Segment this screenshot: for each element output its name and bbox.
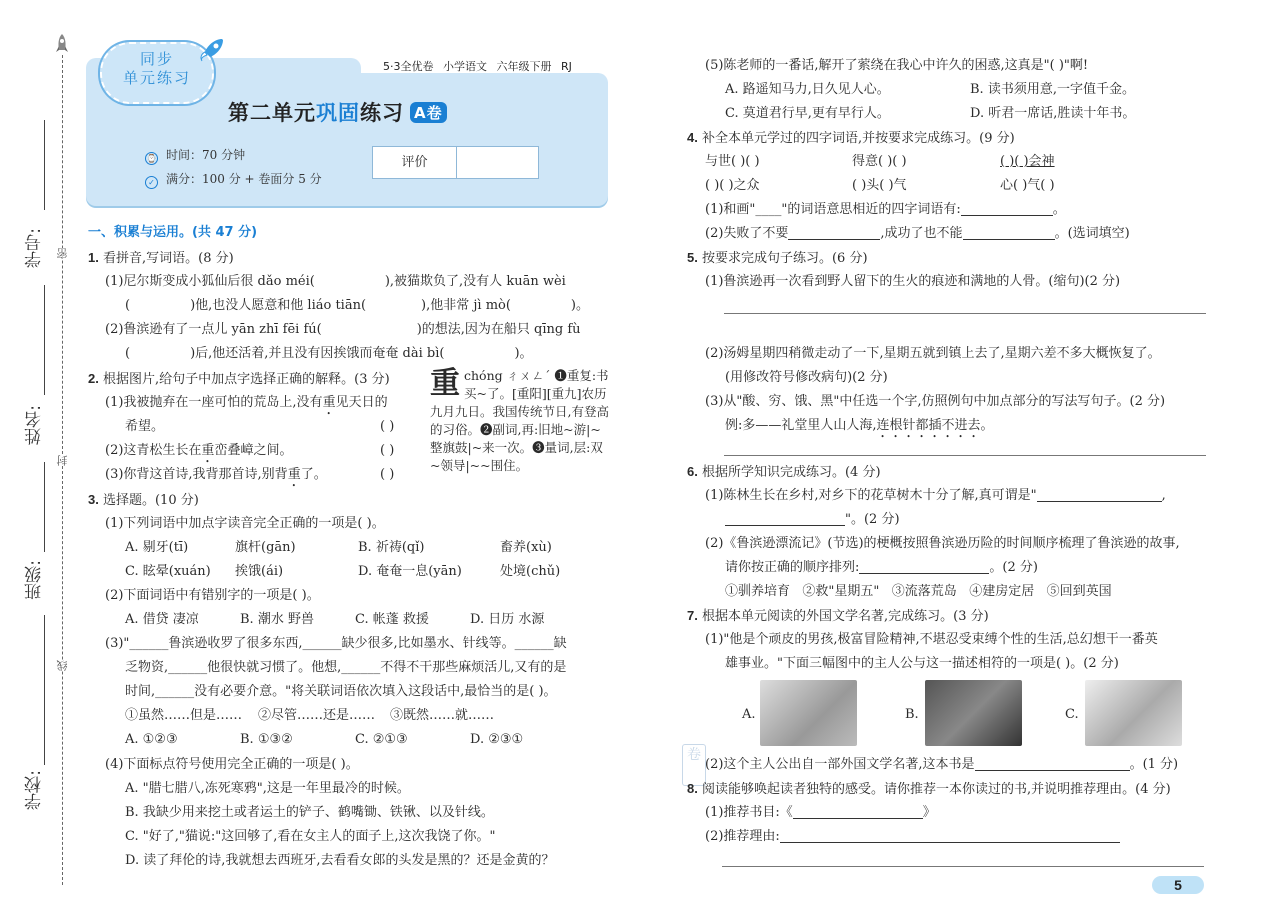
q4-sub1: [705, 201, 1066, 219]
dict-char: 重: [430, 366, 460, 401]
q8-sub1: [705, 804, 936, 822]
option[interactable]: A. 借贷 凄凉: [125, 612, 199, 627]
q-text: )。: [570, 298, 589, 313]
q-text: )后,他还活着,并且没有因挨饿而奄奄 dài bì(: [190, 346, 445, 361]
q-text: (: [125, 298, 131, 313]
q3-sub3-line1: (3)"______鲁滨逊收罗了很多东西,______缺少很多,比如墨水、针线等。______缺: [105, 636, 567, 651]
dotted-char: 重: [287, 467, 301, 482]
q-num: 5.: [687, 250, 698, 265]
q-num: 6.: [687, 464, 698, 479]
answer-line[interactable]: [975, 756, 1130, 771]
rocket-icon: [53, 33, 71, 57]
name-label: 姓名:: [25, 405, 45, 445]
option[interactable]: B. 我缺少用来挖土或者运土的铲子、鹤嘴锄、铁锹、以及针线。: [125, 805, 494, 820]
answer-line[interactable]: [724, 313, 1206, 314]
q6-sub1-cont: [725, 511, 900, 529]
option[interactable]: A. "腊七腊八,冻死寒鸦",这是一年里最冷的时候。: [125, 781, 410, 796]
q5-sub3: (3)从"酸、穷、饿、黑"中任选一个字,仿照例句中加点部分的写法写句子。(2 分): [705, 394, 1166, 409]
q3-sub5: (5)陈老师的一番话,解开了萦绕在我心中许久的困惑,这真是"( )"啊!: [705, 58, 1089, 73]
girl-and-cricket-illustration[interactable]: [760, 680, 857, 746]
q-stem: 按要求完成句子练习。(6 分): [701, 251, 868, 266]
q-text: 见天日的: [335, 395, 388, 410]
q8-sub2: [705, 828, 1120, 846]
field-rule: [44, 120, 45, 210]
book-title-line[interactable]: [793, 804, 923, 819]
clock-icon: ⌚: [146, 154, 157, 163]
idiom-blank[interactable]: 得意( )( ): [852, 154, 907, 169]
q4-sub2: [705, 225, 1130, 243]
q-text: 峦叠嶂之间。: [214, 443, 293, 458]
field-rule: [44, 285, 45, 395]
time-text: 时间：70 分钟: [166, 148, 246, 162]
q3-sub1: (1)下列词语中加点字读音完全正确的一项是( )。: [105, 516, 385, 531]
q-num: 7.: [687, 608, 698, 623]
q2-item2: [105, 442, 292, 466]
q1-line2: [125, 297, 589, 315]
q-text: (2)失败了不要: [705, 226, 789, 241]
page-title: [228, 97, 447, 127]
q-text: 例:多——礼堂里人山人海,: [725, 418, 877, 433]
q5-sub2-cont: (用修改符号修改病句)(2 分): [725, 370, 888, 385]
q-text: (2)这个主人公出自一部外国文学名著,这本书是: [705, 757, 975, 772]
q-num: 4.: [687, 130, 698, 145]
seal-dashed-line: [62, 55, 63, 885]
option[interactable]: D. 奄奄一息(yān): [358, 564, 462, 579]
q3-sub3-line3: 时间,______没有必要介意。"将关联词语依次填入这段话中,最恰当的是( )。: [125, 684, 557, 699]
idiom-blank[interactable]: ( )( )之众: [705, 178, 760, 193]
option[interactable]: B. 潮水 野兽: [240, 612, 314, 627]
score-text: 满分：100 分 + 卷面分 5 分: [166, 172, 322, 186]
question-1: [88, 249, 234, 268]
q7-sub1-cont: 雄事业。"下面三幅图中的主人公与这一描述相符的一项是( )。(2 分): [725, 656, 1119, 671]
conjunction-choice: ②尽管……还是……: [258, 708, 376, 723]
seal-mark-feng: 封: [56, 455, 69, 466]
q1-line4: [125, 345, 533, 363]
badge-line1: 同步: [139, 50, 174, 68]
q-num: 8.: [687, 781, 698, 796]
dotted-char: 重: [201, 443, 215, 458]
option[interactable]: C. 眩晕(xuán): [125, 564, 211, 579]
conjunction-choice: ①虽然……但是……: [125, 708, 243, 723]
option[interactable]: A. ①②③: [125, 732, 178, 747]
q-text: ),被猫欺负了,没有人 kuān wèi: [384, 274, 566, 289]
boy-riding-goose-illustration[interactable]: [1085, 680, 1182, 746]
q-text: 。(选词填空): [1054, 226, 1130, 241]
q-num: 3.: [88, 492, 99, 507]
q-text: 》: [922, 805, 936, 820]
question-7: [687, 607, 989, 626]
q7-sub2: [705, 756, 1178, 774]
q-text: 希望。: [125, 419, 165, 434]
q-text: (2)这青松生长在: [105, 443, 202, 458]
q-text: )的想法,因为在船只 qīng fù: [416, 322, 581, 337]
title-highlight: 巩固: [316, 101, 360, 125]
time-info: [145, 146, 245, 165]
dotted-char: 重: [322, 395, 336, 410]
event-list: [725, 583, 1112, 601]
answer-line[interactable]: [724, 455, 1206, 456]
option[interactable]: C. 帐蓬 救援: [355, 612, 429, 627]
option[interactable]: C. ②①③: [355, 732, 408, 747]
score-info: [145, 170, 322, 189]
idiom-blank[interactable]: 心( )气( ): [1000, 178, 1055, 193]
q-text: "。(2 分): [845, 512, 900, 527]
q1-line3: [105, 321, 581, 339]
q2-item1: [105, 394, 388, 418]
q-stem: 看拼音,写词语。(8 分): [102, 251, 234, 266]
idiom-blank[interactable]: ( )头( )气: [852, 178, 907, 193]
option[interactable]: D. 日历 水源: [470, 612, 545, 627]
section-heading: 一、积累与运用。(共 47 分): [88, 225, 258, 240]
image-label-b: B.: [905, 707, 919, 722]
q-stem: 选择题。(10 分): [102, 493, 199, 508]
question-8: [687, 780, 1171, 799]
question-4: [687, 129, 1015, 148]
image-label-a: A.: [742, 707, 756, 722]
option[interactable]: D. 读了拜伦的诗,我就想去西班牙,去看看女郎的头发是黑的？还是金黄的？: [125, 853, 555, 868]
q-text: (: [125, 346, 131, 361]
q1-line1: [105, 273, 566, 291]
q-text: (2)鲁滨逊有了一点儿 yān zhī fēi fú(: [105, 322, 322, 337]
page-number: 5: [1152, 876, 1204, 894]
seal-mark-mi: 密: [56, 248, 69, 259]
q2-item1-cont: [125, 418, 164, 436]
option[interactable]: D. ②③①: [470, 732, 524, 747]
option-word: 挨饿(ái): [235, 564, 284, 579]
answer-line[interactable]: [1037, 487, 1162, 502]
reason-line[interactable]: [780, 828, 1120, 843]
event-item: ④建房定居: [969, 584, 1035, 599]
boy-with-hat-in-cave-illustration[interactable]: [925, 680, 1022, 746]
event-item: ①驯养培育: [725, 584, 791, 599]
q-text: (2)推荐理由:: [705, 829, 780, 844]
q-stem: 补全本单元学过的四字词语,并按要求完成练习。(9 分): [701, 131, 1015, 146]
event-item: ③流落荒岛: [891, 584, 957, 599]
option[interactable]: A. 剔牙(tī): [125, 540, 189, 555]
option-word: 畜养(xù): [500, 540, 552, 555]
q-text: 。: [1052, 202, 1066, 217]
q-stem: 阅读能够唤起读者独特的感受。请你推荐一本你读过的书,并说明推荐理由。(4 分): [701, 782, 1171, 797]
q5-example: [725, 417, 994, 441]
answer-line[interactable]: [961, 201, 1053, 216]
q-num: 1.: [88, 250, 99, 265]
answer-line[interactable]: [963, 225, 1055, 240]
q-text: (1)尼尔斯变成小狐仙后很 dǎo méi(: [105, 274, 315, 289]
q-text: 。(2 分): [989, 560, 1038, 575]
dotted-text: 连根针都插不进去: [876, 418, 981, 433]
answer-line[interactable]: [725, 511, 845, 526]
question-2: [88, 370, 390, 389]
q-num: 2.: [88, 371, 99, 386]
q6-sub2-cont: [725, 559, 1038, 577]
option[interactable]: C. 莫道君行早,更有早行人。: [725, 106, 890, 121]
q6-sub1: [705, 487, 1166, 505]
q-text: )他,也没人愿意和他 liáo tiān(: [190, 298, 367, 313]
idiom-blank[interactable]: 与世( )( ): [705, 154, 760, 169]
question-3: [88, 491, 199, 510]
q5-sub1: (1)鲁滨逊再一次看到野人留下的生火的痕迹和满地的人骨。(缩句)(2 分): [705, 274, 1121, 289]
student-id-label: 学号:: [25, 228, 45, 268]
q6-sub2: (2)《鲁滨逊漂流记》(节选)的梗概按照鲁滨逊历险的时间顺序梳理了鲁滨逊的故事,: [705, 536, 1180, 551]
field-rule: [44, 615, 45, 765]
rocket-icon: [196, 36, 226, 66]
q-text: ,: [1161, 488, 1166, 503]
title-part1: 第二单元: [228, 101, 316, 125]
q3-sub3-line2: 乏物资,______他很快就习惯了。他想,______不得不干那些麻烦活儿,又有的是: [125, 660, 567, 675]
q-text: (1)推荐书目:《: [705, 805, 793, 820]
q-text: ),他非常 jì mò(: [421, 298, 511, 313]
event-item: ⑤回到英国: [1046, 584, 1112, 599]
q-text: )。: [514, 346, 533, 361]
q3-sub2: (2)下面词语中有错别字的一项是( )。: [105, 588, 320, 603]
evaluation-box: [372, 146, 539, 179]
question-5: [687, 249, 868, 268]
q3-sub4: (4)下面标点符号使用完全正确的一项是( )。: [105, 757, 359, 772]
q-text: 。: [980, 418, 994, 433]
dictionary-entry: [430, 367, 610, 475]
option[interactable]: A. 路遥知马力,日久见人心。: [725, 82, 890, 97]
q-text: (1)和画"____"的词语意思相近的四字词语有:: [705, 202, 961, 217]
q-text: (1)我被抛弃在一座可怕的荒岛上,没有: [105, 395, 323, 410]
answer-line[interactable]: [788, 225, 880, 240]
answer-line[interactable]: [722, 866, 1204, 867]
answer-paren[interactable]: ( ): [380, 443, 395, 458]
answer-line[interactable]: [859, 559, 989, 574]
check-icon: ✓: [145, 176, 158, 189]
q5-sub2: (2)汤姆星期四稍微走动了一下,星期五就到镇上去了,星期六差不多大概恢复了。: [705, 346, 1161, 361]
q-text: ,成功了也不能: [880, 226, 963, 241]
q-text: 。(1 分): [1129, 757, 1179, 772]
option[interactable]: B. ①③②: [240, 732, 293, 747]
field-rule: [44, 462, 45, 552]
eval-label: 评价: [373, 147, 457, 178]
school-label: 学校:: [25, 770, 45, 810]
event-item: ②救"星期五": [802, 584, 880, 599]
stamp-watermark: 卷: [682, 744, 706, 786]
q-text: 请你按正确的顺序排列:: [725, 560, 860, 575]
dict-text: chóng ㄔㄨㄥˊ ❶重复:书买~了。[重阳][重九]农历九月九日。我国传统节日,有登高的习俗。❷副词,再:旧地~游|~整旗鼓|~来一次。❸量词,层:双~领导|~~围住。: [430, 368, 609, 473]
q-text: 了。: [300, 467, 327, 482]
q-stem: 根据图片,给句子中加点字选择正确的解释。(3 分): [102, 372, 390, 387]
q-stem: 根据本单元阅读的外国文学名著,完成练习。(3 分): [701, 609, 989, 624]
idiom-blank[interactable]: ( )( )会神: [1000, 154, 1055, 169]
class-label: 班级:: [25, 560, 45, 600]
q-text: (3)你背这首诗,我背那首诗,别背: [105, 467, 288, 482]
conjunction-choice: ③既然……就……: [390, 708, 495, 723]
answer-paren[interactable]: ( ): [380, 467, 395, 482]
image-label-c: C.: [1065, 707, 1079, 722]
option[interactable]: B. 祈祷(qǐ): [358, 540, 425, 555]
answer-paren[interactable]: ( ): [380, 419, 395, 434]
option[interactable]: C. "好了,"猫说:"这回够了,看在女主人的面子上,这次我饶了你。": [125, 829, 496, 844]
option-word: 旗杆(gān): [235, 540, 296, 555]
title-part2: 练习: [360, 101, 404, 125]
question-6: [687, 463, 881, 482]
paper-a-badge: A卷: [410, 102, 447, 123]
option-word: 处境(chǔ): [500, 564, 561, 579]
option[interactable]: B. 读书须用意,一字值千金。: [970, 82, 1135, 97]
q-stem: 根据所学知识完成练习。(4 分): [701, 465, 881, 480]
option[interactable]: D. 听君一席话,胜读十年书。: [970, 106, 1136, 121]
eval-value[interactable]: [457, 147, 538, 178]
q2-item3: [105, 466, 327, 490]
q-text: (1)陈林生长在乡村,对乡下的花草树木十分了解,真可谓是": [705, 488, 1037, 503]
q7-sub1: (1)"他是个顽皮的男孩,极富冒险精神,不堪忍受束缚个性的生活,总幻想干一番英: [705, 632, 1158, 647]
series-info: 5·3全优卷 小学语文 六年级下册 RJ: [383, 60, 572, 73]
seal-mark-xian: 线: [56, 660, 69, 671]
badge-line2: 单元练习: [122, 69, 191, 87]
